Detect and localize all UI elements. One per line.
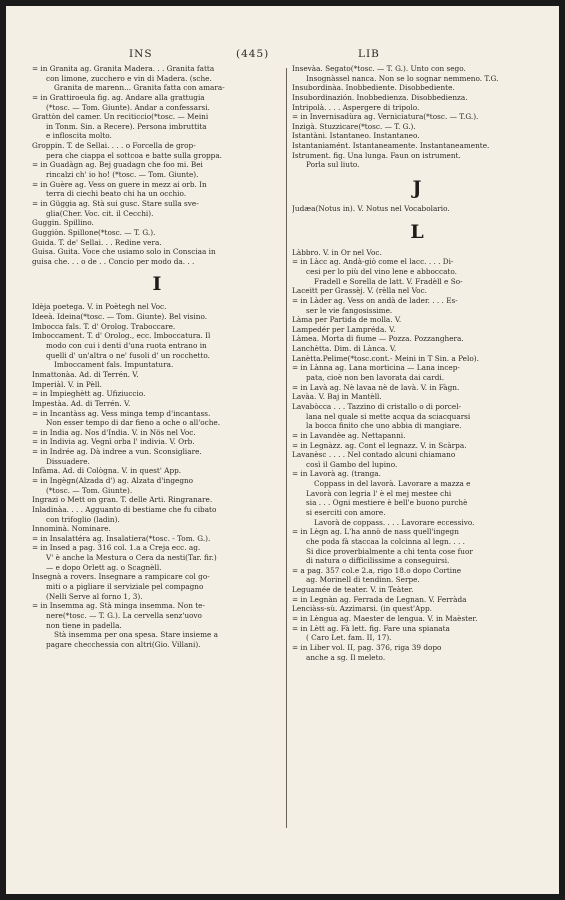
entry-line: (Nelli Serve al forno 1, 3). [46, 591, 143, 601]
entry-line: Insevàa. Segato(*tosc. — T. G.). Unto con sego. [292, 64, 466, 73]
entry-line: con limone, zucchero e vin di Madera. (sche. [46, 73, 212, 83]
entry-line: Lavorà con legria l' è el mej mestee chi [306, 488, 452, 498]
entry-line: Si dice proverbialmente a chi tenta cose fuor [306, 546, 473, 556]
section-j-entries [292, 204, 542, 214]
entry-line: Làma per Partida de molla. V. [292, 315, 402, 325]
entry-line: = in Guère ag. Vess on guere in mezz ai orb. In [32, 179, 207, 189]
entry-line: Làmea. Morta di fiume — Pozza. Pozzanghera. [292, 334, 464, 344]
entry-line: (*tosc. — Tom. Giunte). [46, 485, 133, 495]
entry-line: = in Lavandèe ag. Nettapanni. [292, 430, 406, 440]
page-header [6, 48, 559, 62]
entry-line: Lavanèsc . . . . Nel contado alcuni chiamano [292, 450, 456, 460]
entry-line: Imboccament fals. Impuntatura. [54, 360, 174, 370]
entry-line: Judæa(Notus in). V. Notus nel Vocabolario. [292, 204, 450, 214]
entry-line: Stà insemma per ona spesa. Stare insieme a [54, 630, 218, 640]
entry-line: Lenciàss-sù. Azzimarsi. (in quest'App. [292, 604, 432, 614]
entry-line: nere(*tosc. — T. G.). La cervella senz'uovo [46, 610, 202, 620]
entry-line: guisa che. . . o de . . Concio per modo da. . . [32, 256, 195, 266]
entry-line: rincalzi ch' io ho! (*tosc. — Tom. Giunte). [46, 170, 199, 180]
entry-line: Istantaniamént. Istantaneamente. Instantaneamente. [292, 141, 490, 151]
entry-line: pera che ciappa el sottcoa e batte sulla groppa. [46, 150, 222, 160]
entry-line: = in Güggia ag. Stà sui gusc. Stare sulla sve- [32, 198, 199, 208]
entry-line: Làbbro. V. in Or nel Voc. [292, 247, 382, 257]
entry-line: Lanètta.Pelime(*tosc.cont.- Meini in T Sin. a Pelo). [292, 353, 479, 363]
entry-line: = in Granita ag. Granita Madera. . . Granita fatta [32, 64, 215, 73]
entry-line: Istrument. fig. Una lunga. Faun on istrument. [292, 150, 461, 160]
entry-line: = in Legnàzz. ag. Cont el legnazz. V. in Scàrpa. [292, 440, 467, 450]
entry-line: ( Caro Let. fam. II, 17). [306, 633, 392, 643]
entry-line: Imbocca fals. T. d' Orolog. Traboccare. [32, 321, 176, 331]
entry-line: Insubordinàa. Inobbediente. Disobbediente. [292, 83, 455, 93]
entry-line: Guggiòn. Spillone(*tosc. — T. G.). [32, 227, 156, 237]
entry-line: Lanchètta. Dim. di Lànca. V. [292, 344, 397, 354]
entry-line: Insognàssel nanca. Non se lo sognar nemmeno. T.G. [306, 73, 499, 83]
entry-line: ser le vie fangosissime. [306, 305, 393, 315]
entry-line: Grattòn del camer. Un reciticcio(*tosc. — Meini [32, 112, 209, 122]
entry-line: = in Lègn ag. L'ha annò de nass quell'ingegn [292, 527, 459, 537]
entry-line: Non esser tempo di dar fieno a oche o all'oche. [46, 418, 221, 428]
entry-line: in Tonm. Sin. a Recere). Persona imbruttita [46, 121, 207, 131]
document-page [6, 6, 559, 894]
entry-line: la bocca finito che uno abbia di mangiare. [306, 421, 462, 431]
entry-line: Lampedér per Lampréda. V. [292, 324, 396, 334]
entry-line: Inmattonàa. Ad. di Terrén. V. [32, 369, 139, 379]
entry-line: = in Lètt ag. Fà lett. fig. Fare una spianata [292, 623, 450, 633]
entry-line: Dissuadere. [46, 456, 90, 466]
entry-line: così il Gambo del lupino. [306, 459, 398, 469]
entry-line: Insubordinazión. Inobbedienza. Disobbedienza. [292, 92, 468, 102]
entry-line: Intripolà. . . . Aspergere di tripolo. [292, 102, 420, 112]
right-top-entries [292, 64, 542, 170]
left-column [32, 64, 282, 650]
entry-line: Infàma. Ad. di Cològna. V. in quest' App. [32, 466, 182, 476]
entry-line: = in Lànna ag. Lana morticina — Lana incep- [292, 363, 460, 373]
entry-line: Ideeà. Ideina(*tosc. — Tom. Giunte). Bel visino. [32, 312, 208, 322]
entry-line: = in Lavà ag. Nè lavaa nè de lavà. V. in Fàgn. [292, 382, 460, 392]
entry-line: = in Làder ag. Vess on andà de lader. . . . Es- [292, 295, 458, 305]
entry-line: si eserciti con amore. [306, 507, 386, 517]
header-left-guide-word: INS [129, 48, 153, 60]
entry-line: di natura o difficilissime a conseguirsi. [306, 556, 450, 566]
entry-line: cesi per lo più del vino lene e abboccato. [306, 266, 457, 276]
entry-line: Guggin. Spillino. [32, 218, 94, 228]
entry-line: (*tosc. — Tom. Giunte). Andar a confessarsi. [46, 102, 210, 112]
entry-line: = a pag. 357 col.e 2.a, rigo 18.o dopo Cortine [292, 565, 462, 575]
entry-line: Imperiàl. V. in Pèll. [32, 379, 102, 389]
entry-line: miti o a pigliare il serviziale pel compagno [46, 582, 204, 592]
entry-line: = in Impieghètt ag. Ufiziuccio. [32, 389, 146, 399]
entry-line: lana nel quale si mette acqua da sciacquarsi [306, 411, 471, 421]
entry-line: glia(Cher. Voc. cit. il Cecchi). [46, 208, 154, 218]
entry-line: Guida. T. de' Sellai. . . Redine vera. [32, 237, 162, 247]
entry-line: Granita de marenn... Granita fatta con amara- [54, 83, 225, 93]
entry-line: = in Lavorà ag. (tranga. [292, 469, 381, 479]
entry-line: = in Incantàss ag. Vess minga temp d'incantass. [32, 408, 211, 418]
right-column [292, 64, 542, 662]
entry-line: ag. Morinell di tendinn. Serpe. [306, 575, 420, 585]
entry-line: Guisa. Guita. Voce che usiamo solo in Consciaa in [32, 247, 216, 257]
entry-line: non tiene in padella. [46, 620, 122, 630]
section-letter-l: L [410, 220, 424, 243]
header-right-guide-word: LIB [358, 48, 380, 60]
entry-line: con trifoglio (ladin). [46, 514, 120, 524]
entry-line: = in Liber vol. II, pag. 376, riga 39 dopo [292, 642, 442, 652]
entry-line: = in Ingègn(Alzada d') ag. Alzata d'ingegno [32, 475, 194, 485]
entry-line: Leguamée de teater. V. in Teàter. [292, 585, 414, 595]
entry-line: = in Insalattéra ag. Insalatiera(*tosc. - Tom. G.). [32, 533, 211, 543]
entry-line: = in Guadàgn ag. Bej guadagn che foo mi. Bei [32, 160, 203, 170]
entry-line: Inzigà. Stuzzicare(*tosc. — T. G.). [292, 121, 416, 131]
entry-line: Lavàa. V. Baj in Mantèll. [292, 392, 382, 402]
entry-line: Idèja poetega. V. in Poètegh nel Voc. [32, 302, 167, 312]
entry-line: terra di ciechi beato chi ha un occhio. [46, 189, 187, 199]
section-i-entries [32, 302, 282, 649]
entry-line: Groppin. T. de Sellai. . . . o Forcella de grop- [32, 141, 196, 151]
entry-line: Innominà. Nominare. [32, 524, 111, 534]
entry-line: sia . . . Ogni mestiere è bell'e buono purchè [306, 498, 468, 508]
page-number: (445) [236, 48, 270, 60]
entry-line: = in Làcc ag. Andà-giò come el lacc. . . . Di- [292, 257, 454, 267]
entry-line: = in Lèngua ag. Maester de lengua. V. in Maèster. [292, 614, 478, 624]
entry-line: pata, cioè non ben lavorata dai cardi. [306, 373, 445, 383]
entry-line: — e dopo Orlett ag. o Scagnèll. [46, 562, 162, 572]
entry-line: = in Invernisadùra ag. Verniciatura(*tosc. — T.G.). [292, 112, 479, 122]
entry-line: = in Insed a pag. 316 col. 1.a a Creja ecc. ag. [32, 543, 201, 553]
entry-line: Coppass in del lavorà. Lavorare a mazza e [314, 479, 471, 489]
entry-line: V' è anche la Mestura o Cera da nesti(Tar. fir.) [46, 553, 217, 563]
entry-line: = in Legnàn ag. Ferrada de Legnan. V. Ferràda [292, 594, 467, 604]
entry-line: e infloscita molto. [46, 131, 112, 141]
section-letter-j: J [412, 177, 422, 200]
entry-line: Porla sul liuto. [306, 160, 360, 170]
entry-line: Fradell e Sorella de latt. V. Fradèll e So- [314, 276, 463, 286]
entry-line: = in India ag. Nos d'India. V. in Nös nel Voc. [32, 427, 196, 437]
entry-line: che poda fà staccaa la colcinna al legn. . . . [306, 536, 465, 546]
entry-line: anche a sg. Il meleto. [306, 652, 386, 662]
entry-line: = in Grattiroeula fig. ag. Andare alla grattugia [32, 92, 205, 102]
entry-line: Ingrazi o Mett on gran. T. delle Arti. Ringranare. [32, 495, 213, 505]
entry-line: pagare checchessia con altri(Gio. Villani). [46, 639, 201, 649]
entry-line: modo con cui i denti d'una ruota entrano in [46, 341, 207, 351]
entry-line: = in Insemma ag. Stà minga insemma. Non te- [32, 601, 205, 611]
left-top-entries [32, 64, 282, 266]
entry-line: Impestàa. Ad. di Terrén. V. [32, 398, 131, 408]
entry-line: Lavorà de coppass. . . . Lavorare eccessivo. [314, 517, 475, 527]
entry-line: Insegnà a rovers. Insegnare a rampicare col go- [32, 572, 210, 582]
entry-line: Lavabòcca . . . Tazzino di cristallo o di porcel- [292, 401, 462, 411]
entry-line: = in Indrée ag. Dà indree a vun. Sconsigliare. [32, 447, 202, 457]
column-divider [286, 68, 287, 828]
entry-line: = in Indivia ag. Vegnì orba l' indivia. V. Orb. [32, 437, 195, 447]
entry-line: quelli d' un'altra o ne' fusoli d' un rocchetto. [46, 350, 211, 360]
section-l-entries [292, 248, 542, 663]
entry-line: Inladinàa. . . . Agguanto di bestiame che fu cibato [32, 504, 217, 514]
entry-line: Laceitt per Grassèj. V. (rèlla nel Voc. [292, 286, 427, 296]
entry-line: Imboccament. T. d' Orolog., ecc. Imboccatura. Il [32, 331, 211, 341]
section-letter-i: I [152, 273, 162, 296]
entry-line: Istantàni. Istantaneo. Instantaneo. [292, 131, 420, 141]
